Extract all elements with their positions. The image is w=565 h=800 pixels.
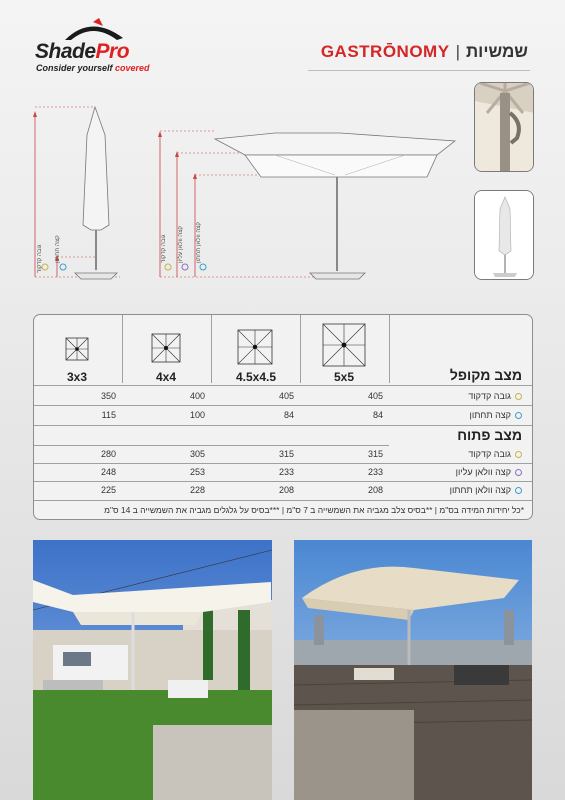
size-4-5x4-5-icon bbox=[237, 329, 273, 365]
closed-umbrella bbox=[75, 107, 117, 279]
cell: 84 bbox=[372, 410, 383, 420]
bottom-valance-dot-icon bbox=[515, 487, 522, 494]
row-divider bbox=[34, 425, 533, 426]
apex-dot-icon bbox=[515, 451, 522, 458]
row-divider bbox=[34, 500, 533, 501]
brand-tagline: Consider yourself covered bbox=[36, 63, 150, 73]
cell: 100 bbox=[189, 410, 205, 420]
cell: 233 bbox=[278, 467, 294, 477]
size-label-4-5x4-5: 4.5x4.5 bbox=[236, 370, 277, 384]
cell: 405 bbox=[278, 391, 294, 401]
row-label-open-apex: גובה קדקוד bbox=[468, 449, 522, 459]
cell: 315 bbox=[278, 449, 294, 459]
umbrella-technical-drawing bbox=[25, 95, 465, 295]
cell: 233 bbox=[367, 467, 383, 477]
row-label-open-top-valance: קצה וולאן עליון bbox=[456, 467, 522, 477]
cell: 225 bbox=[100, 485, 116, 495]
cell: 405 bbox=[367, 391, 383, 401]
size-3x3-icon bbox=[65, 337, 89, 361]
cell: 400 bbox=[189, 391, 205, 401]
row-label-closed-apex: גובה קדקוד bbox=[468, 391, 522, 401]
apex-dot-icon bbox=[515, 393, 522, 400]
cell: 305 bbox=[189, 449, 205, 459]
cell: 228 bbox=[189, 485, 205, 495]
garden-umbrella-photo bbox=[33, 540, 272, 800]
brand-name: ShadePro bbox=[35, 40, 130, 63]
row-label-closed-bottom: קצה תחתון bbox=[470, 410, 522, 420]
gastronomy-title: GASTRŌNOMY bbox=[320, 42, 450, 61]
bottom-dot-icon bbox=[515, 412, 522, 419]
top-valance-dot-icon bbox=[515, 469, 522, 476]
logo-roof-icon bbox=[63, 18, 125, 42]
table-footnote: *כל יחידות המידה בס"מ | **בסיס צלב מגביה את השמשייה ב 7 ס"מ | ***בסיס על גלגלים מגביה את השמשייה ב 14 ס"מ bbox=[104, 505, 524, 515]
cell: 248 bbox=[100, 467, 116, 477]
size-label-3x3: 3x3 bbox=[67, 370, 88, 384]
shadepro-logo bbox=[33, 18, 153, 73]
page-header bbox=[321, 42, 528, 62]
row-label-open-bottom-valance: קצה וולאן תחתון bbox=[450, 485, 522, 495]
cell: 84 bbox=[283, 410, 294, 420]
header-separator: | bbox=[455, 42, 460, 61]
open-umbrella bbox=[215, 133, 455, 279]
row-divider bbox=[34, 445, 389, 446]
row-divider bbox=[34, 463, 533, 464]
cell: 253 bbox=[189, 467, 205, 477]
cell: 350 bbox=[100, 391, 116, 401]
dimensions-table bbox=[33, 314, 533, 520]
row-divider bbox=[34, 481, 533, 482]
cell: 208 bbox=[367, 485, 383, 495]
page-title: שמשיות bbox=[465, 42, 528, 61]
closed-label-bottom: קצה תחתון bbox=[55, 235, 61, 263]
open-label-apex: גובה קדקוד bbox=[161, 234, 167, 263]
closed-umbrella-thumbnail bbox=[474, 190, 534, 280]
open-label-bottom-valance: קצה וולאן תחתון bbox=[196, 222, 202, 263]
size-5x5-icon bbox=[322, 323, 366, 367]
cell: 315 bbox=[367, 449, 383, 459]
canopy-detail-thumbnail bbox=[474, 82, 534, 172]
open-state-title: מצב פתוח bbox=[457, 427, 522, 443]
size-label-4x4: 4x4 bbox=[156, 370, 177, 384]
cell: 280 bbox=[100, 449, 116, 459]
closed-state-title: מצב מקופל bbox=[449, 367, 522, 383]
closed-label-apex: גובה קדקוד bbox=[37, 244, 43, 273]
open-label-top-valance: קצה וולאן עליון bbox=[178, 226, 184, 263]
size-4x4-icon bbox=[151, 333, 181, 363]
row-divider bbox=[34, 405, 533, 406]
size-label-5x5: 5x5 bbox=[334, 370, 355, 384]
rooftop-umbrella-photo bbox=[294, 540, 532, 800]
cell: 115 bbox=[101, 410, 116, 420]
header-divider bbox=[308, 70, 530, 71]
row-divider bbox=[34, 385, 533, 386]
cell: 208 bbox=[278, 485, 294, 495]
